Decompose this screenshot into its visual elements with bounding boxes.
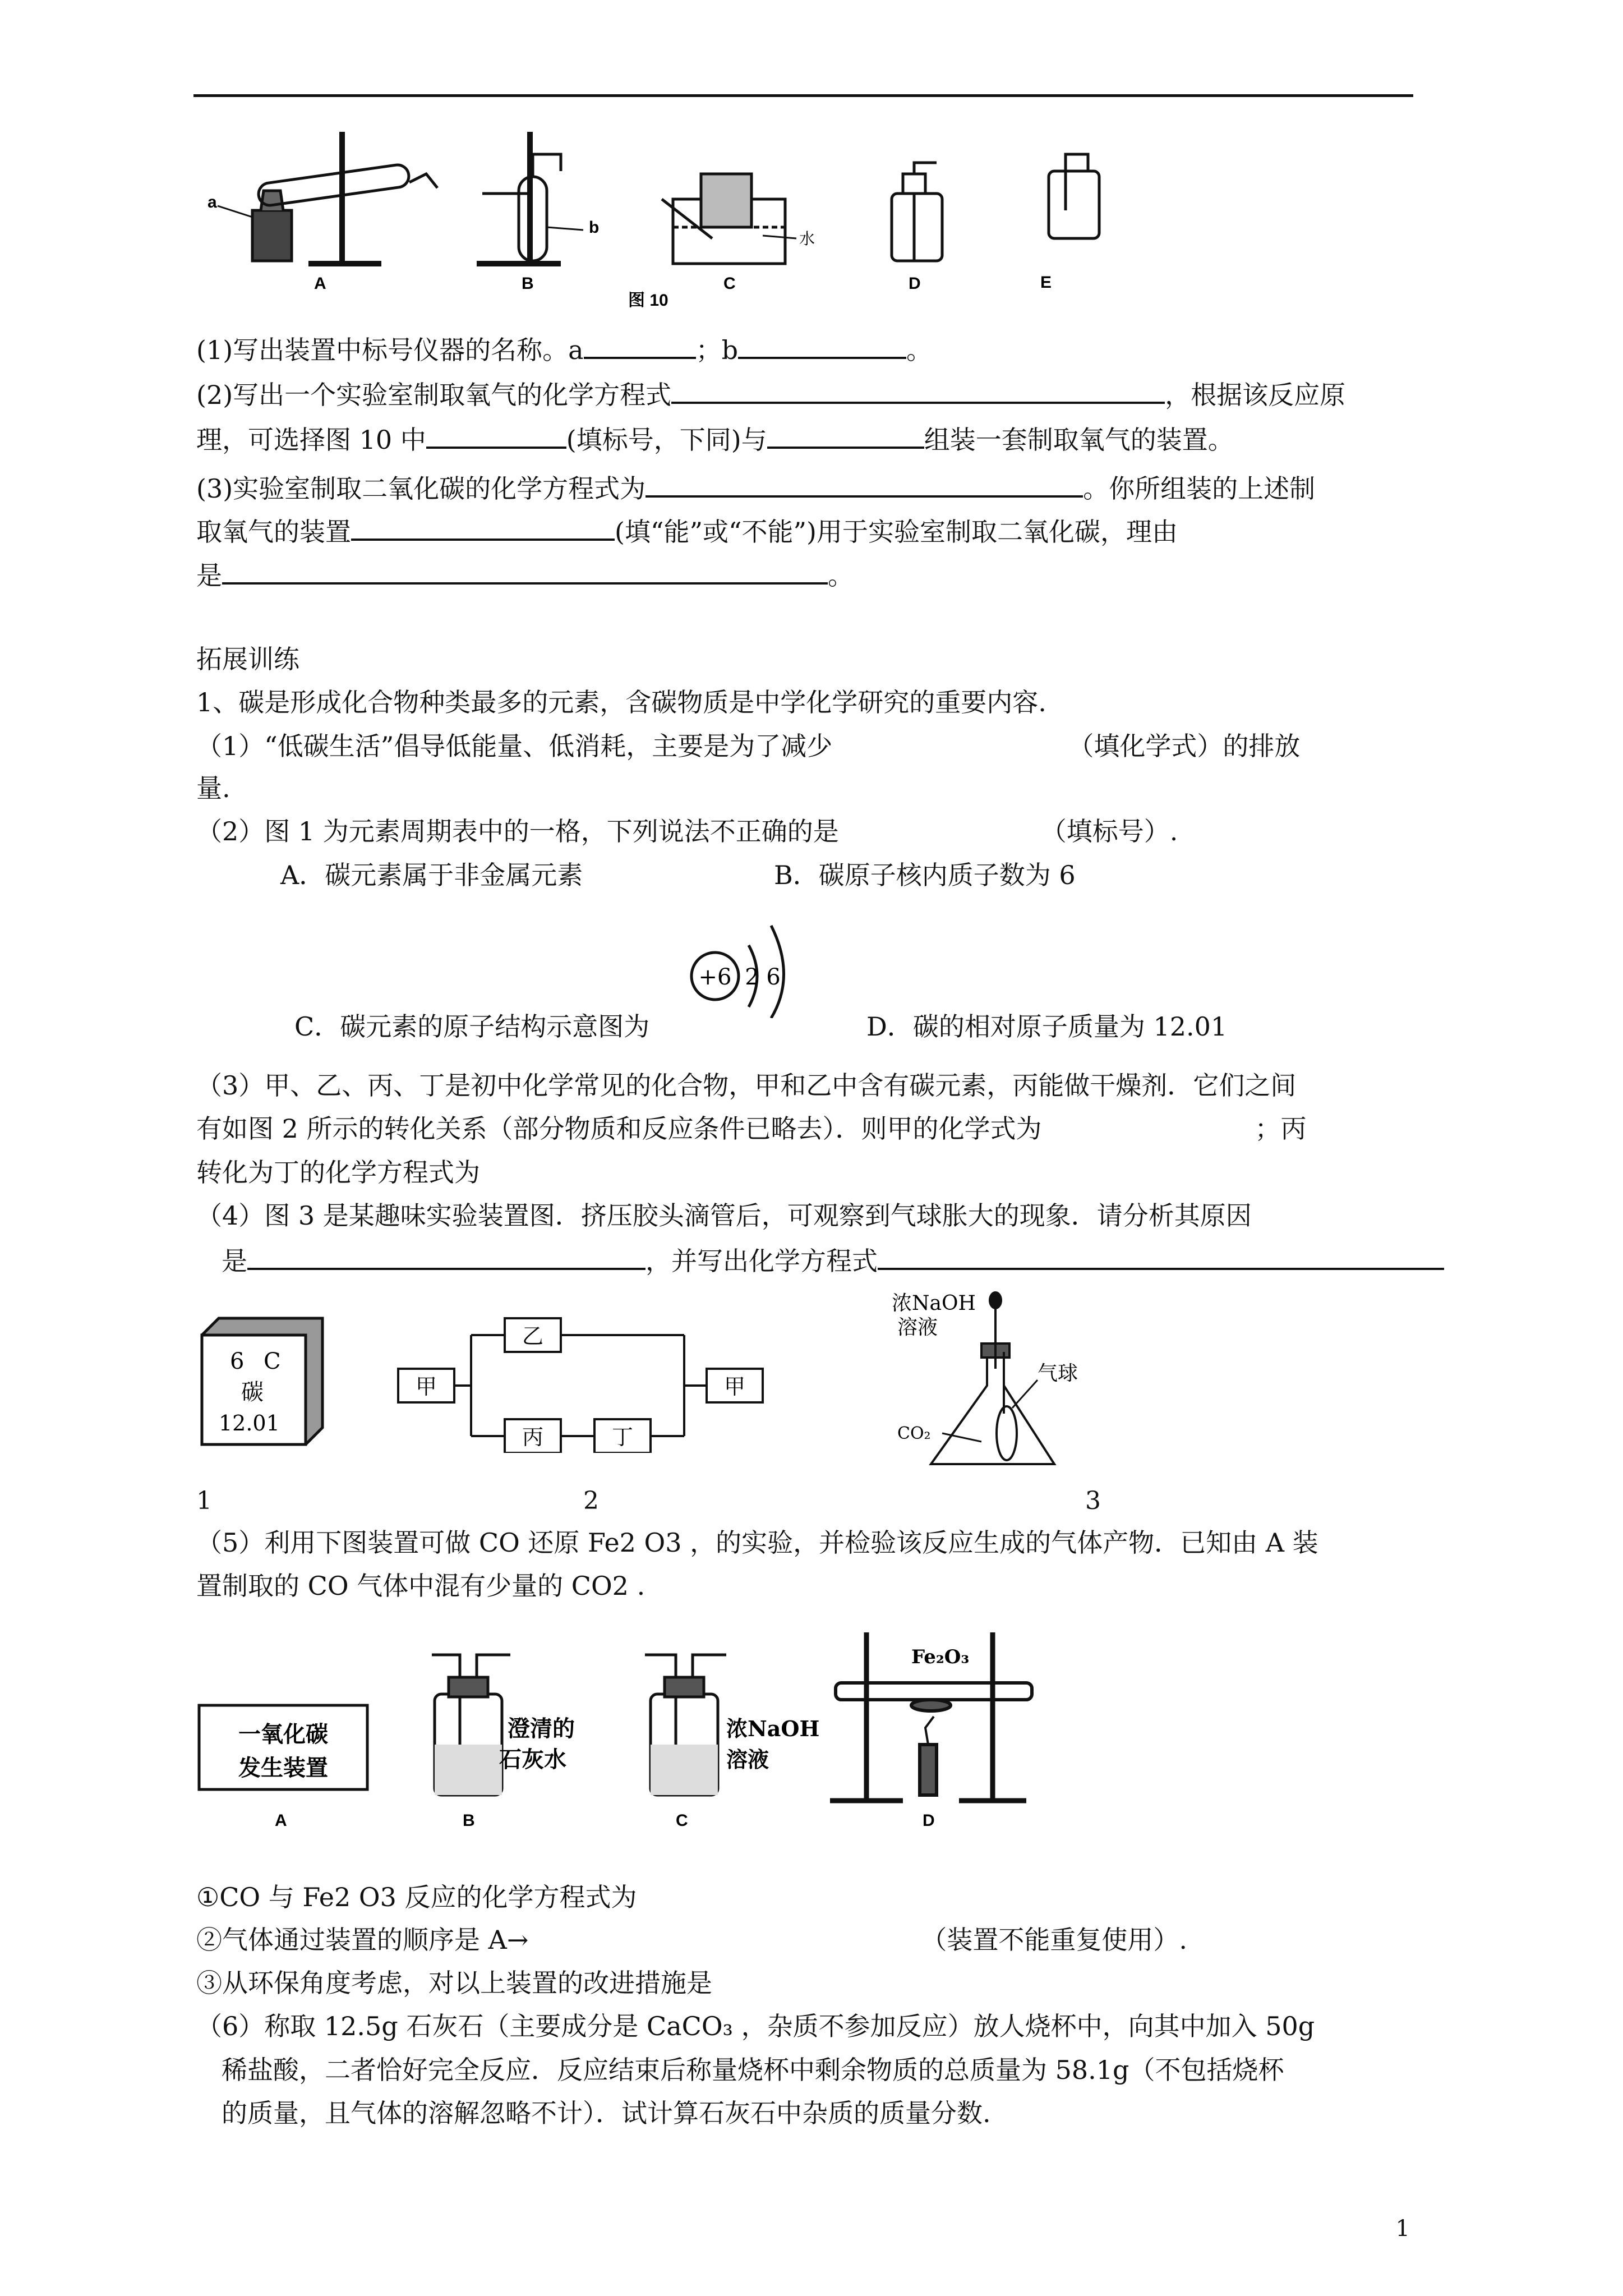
answer-blank-balloon-reason[interactable]: [247, 1241, 645, 1270]
figure-2-conversion: [393, 1307, 796, 1453]
q1-line-1: (1)写出装置中标号仪器的名称。a ；b 。: [196, 330, 932, 367]
q1-line-4: (3)实验室制取二氧化碳的化学方程式为 。你所组装的上述制: [196, 468, 1315, 505]
answer-blank-device-2[interactable]: [767, 420, 924, 449]
page-number: 1: [1395, 2216, 1410, 2242]
fig2-node-ding: 丁: [611, 1425, 634, 1450]
option-d: D．碳的相对原子质量为 12.01: [866, 1011, 1228, 1042]
answer-blank-a[interactable]: [584, 330, 696, 359]
q1-line-5: 取氧气的装置 (填“能”或“不能”)用于实验室制取二氧化碳，理由: [196, 512, 1178, 549]
p1-s5-line-1: （5）利用下图装置可做 CO 还原 Fe2 O3 ，的实验，并检验该反应生成的气体产物．已知由 A 装: [196, 1527, 1318, 1558]
app-label-b: B: [463, 1811, 475, 1830]
option-b: B．碳原子核内质子数为 6: [774, 860, 1076, 890]
answer-blank-device-1[interactable]: [426, 420, 566, 449]
fig2-node-jia-2: 甲: [723, 1374, 746, 1399]
fig10-label-d: D: [909, 274, 921, 293]
fig3-solution-label: 溶液: [897, 1316, 938, 1339]
fig1-mass: 12.01: [219, 1411, 280, 1435]
p1-s3-line-2: 有如图 2 所示的转化关系（部分物质和反应条件已略去）．则甲的化学式为 ；丙: [196, 1114, 1307, 1144]
fig1-symbol: C: [264, 1349, 281, 1374]
p1-s1-cont: 量.: [196, 773, 230, 803]
fig1-name: 碳: [241, 1379, 264, 1405]
app-b-line-1: 澄清的: [508, 1715, 575, 1742]
fig10-label-c: C: [723, 274, 736, 293]
app-b-line-2: 石灰水: [499, 1746, 566, 1773]
p1-s2: （2）图 1 为元素周期表中的一格，下列说法不正确的是 （填标号）.: [196, 816, 1178, 846]
p1-i2: ②气体通过装置的顺序是 A→ （装置不能重复使用）.: [196, 1925, 1188, 1955]
figure-co-reduction-apparatus: [196, 1632, 1094, 1834]
app-a-line-1: 一氧化碳: [238, 1721, 328, 1747]
fig1-atomic-number: 6: [230, 1349, 245, 1374]
atom-structure-diagram: [687, 912, 810, 1018]
option-c: C．碳元素的原子结构示意图为: [294, 1011, 650, 1042]
fig10-caption: 图 10: [628, 291, 668, 310]
fig10-label-e: E: [1040, 273, 1052, 292]
fig10-label-a: A: [314, 274, 326, 293]
alcohol-lamp-a: [252, 210, 292, 261]
p1-i1: ①CO 与 Fe2 O3 反应的化学方程式为: [196, 1882, 637, 1912]
app-label-d: D: [923, 1811, 935, 1830]
fig10-water-label: 水: [799, 229, 815, 248]
q1-line-3: 理，可选择图 10 中 (填标号，下同)与 组装一套制取氧气的装置。: [196, 420, 1234, 457]
option-a: A．碳元素属于非金属元素: [280, 860, 583, 890]
caption-fig-2: 2: [583, 1487, 599, 1515]
p1-s4-line-2: 是 ，并写出化学方程式: [222, 1241, 1444, 1278]
answer-blank-reason[interactable]: [222, 555, 828, 585]
app-c-line-2: 溶液: [726, 1747, 769, 1772]
app-d-fe2o3-label: Fe₂O₃: [911, 1646, 970, 1668]
p1-s6-line-2: 稀盐酸，二者恰好完全反应．反应结束后称量烧杯中剩余物质的总质量为 58.1g（不包括烧杯: [222, 2055, 1284, 2085]
p1-s1: （1）“低碳生活”倡导低能量、低消耗，主要是为了减少 （填化学式）的排放: [196, 731, 1301, 761]
fig3-co2-label: CO₂: [897, 1424, 931, 1443]
p1-s4-line-1: （4）图 3 是某趣味实验装置图．挤压胶头滴管后，可观察到气球胀大的现象．请分析其原因: [196, 1200, 1252, 1231]
caption-fig-1: 1: [196, 1487, 212, 1515]
p1-i3: ③从环保角度考虑，对以上装置的改进措施是: [196, 1968, 712, 1998]
answer-blank-b[interactable]: [738, 330, 906, 359]
app-a-line-2: 发生装置: [238, 1755, 328, 1781]
answer-blank-balloon-equation[interactable]: [878, 1241, 1444, 1270]
answer-blank-o2-equation[interactable]: [671, 375, 1165, 404]
fig3-naoh-label: 浓NaOH: [892, 1292, 976, 1315]
section-title: 拓展训练: [196, 644, 299, 674]
p1-s6-line-1: （6）称取 12.5g 石灰石（主要成分是 CaCO₃ ，杂质不参加反应）放人烧杯中，向其中加入 50g: [196, 2011, 1315, 2041]
fig3-balloon-label: 气球: [1038, 1362, 1078, 1385]
fig10-label-b: B: [522, 274, 534, 293]
answer-blank-can-use[interactable]: [351, 512, 615, 541]
app-label-a: A: [275, 1811, 287, 1830]
figure-1-periodic-cell: [196, 1313, 325, 1447]
fig10-mark-a: a: [208, 193, 217, 211]
fig10-mark-b: b: [589, 218, 600, 237]
atom-nucleus-label: +6: [698, 964, 732, 990]
figure-3-balloon-flask: [886, 1290, 1122, 1475]
header-rule: [193, 94, 1413, 97]
q1-line-2: (2)写出一个实验室制取氧气的化学方程式 ，根据该反应原: [196, 375, 1345, 412]
fig2-node-yi: 乙: [522, 1324, 544, 1349]
p1-s3-line-1: （3）甲、乙、丙、丁是初中化学常见的化合物，甲和乙中含有碳元素，丙能做干燥剂．它们之间: [196, 1070, 1297, 1101]
app-c-line-1: 浓NaOH: [726, 1716, 820, 1741]
p1-s5-line-2: 置制取的 CO 气体中混有少量的 CO2 .: [196, 1571, 645, 1601]
p1-s6-line-3: 的质量，且气体的溶解忽略不计）．试计算石灰石中杂质的质量分数.: [222, 2098, 991, 2128]
fig2-node-jia-1: 甲: [415, 1374, 437, 1399]
app-label-c: C: [676, 1811, 688, 1830]
caption-fig-3: 3: [1085, 1487, 1101, 1515]
p1-s3-line-3: 转化为丁的化学方程式为: [196, 1157, 480, 1188]
atom-shells-label: 2 6: [745, 964, 781, 990]
fig2-node-bing: 丙: [522, 1425, 544, 1450]
q1-line-6: 是 。: [196, 555, 854, 592]
answer-blank-co2-equation[interactable]: [645, 468, 1083, 498]
figure-10-apparatus: [202, 121, 1155, 311]
p1-intro: 1、碳是形成化合物种类最多的元素，含碳物质是中学化学研究的重要内容.: [196, 687, 1046, 717]
